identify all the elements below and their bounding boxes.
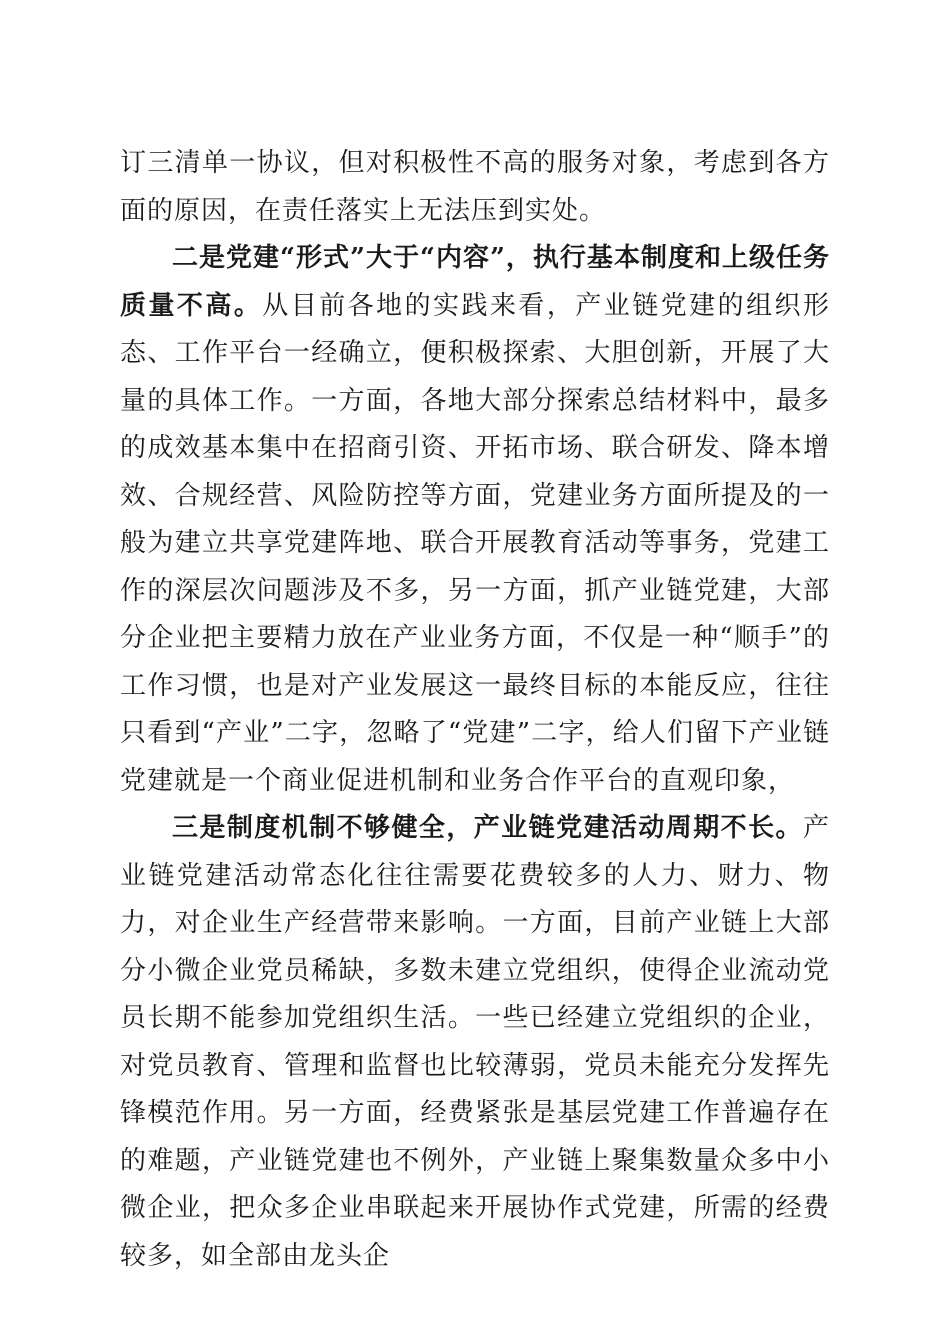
paragraph-lead: 二是党建“形式”大于“内容”，执行基本制度和上级任务质量不高。	[120, 243, 830, 321]
paragraph-body: 订三清单一协议，但对积极性不高的服务对象，考虑到各方面的原因，在责任落实上无法压到实处。	[120, 148, 830, 226]
paragraph-lead: 三是制度机制不够健全，产业链党建活动周期不长。	[172, 813, 803, 843]
paragraph-continuation	[120, 140, 830, 235]
paragraph-point-three	[120, 805, 830, 1280]
paragraph-point-two	[120, 235, 830, 805]
paragraph-body: 产业链党建活动常态化往往需要花费较多的人力、财力、物力，对企业生产经营带来影响。一方面，目前产业链上大部分小微企业党员稀缺，多数未建立党组织，使得企业流动党员长期不能参加党组织生活。一些已经建立党组织的企业，对党员教育、管理和监督也比较薄弱，党员未能充分发挥先锋模范作用。另一方面，经费紧张是基层党建工作普遍存在的难题，产业链党建也不例外，产业链上聚集数量众多中小微企业，把众多企业串联起来开展协作式党建，所需的经费较多，如全部由龙头企	[120, 813, 830, 1271]
paragraph-body: 从目前各地的实践来看，产业链党建的组织形态、工作平台一经确立，便积极探索、大胆创新，开展了大量的具体工作。一方面，各地大部分探索总结材料中，最多的成效基本集中在招商引资、开拓市场、联合研发、降本增效、合规经营、风险防控等方面，党建业务方面所提及的一般为建立共享党建阵地、联合开展教育活动等事务，党建工作的深层次问题涉及不多，另一方面，抓产业链党建，大部分企业把主要精力放在产业业务方面，不仅是一种“顺手”的工作习惯，也是对产业发展这一最终目标的本能反应，往往只看到“产业”二字，忽略了“党建”二字，给人们留下产业链党建就是一个商业促进机制和业务合作平台的直观印象，	[120, 290, 830, 796]
document-body	[120, 140, 830, 1280]
